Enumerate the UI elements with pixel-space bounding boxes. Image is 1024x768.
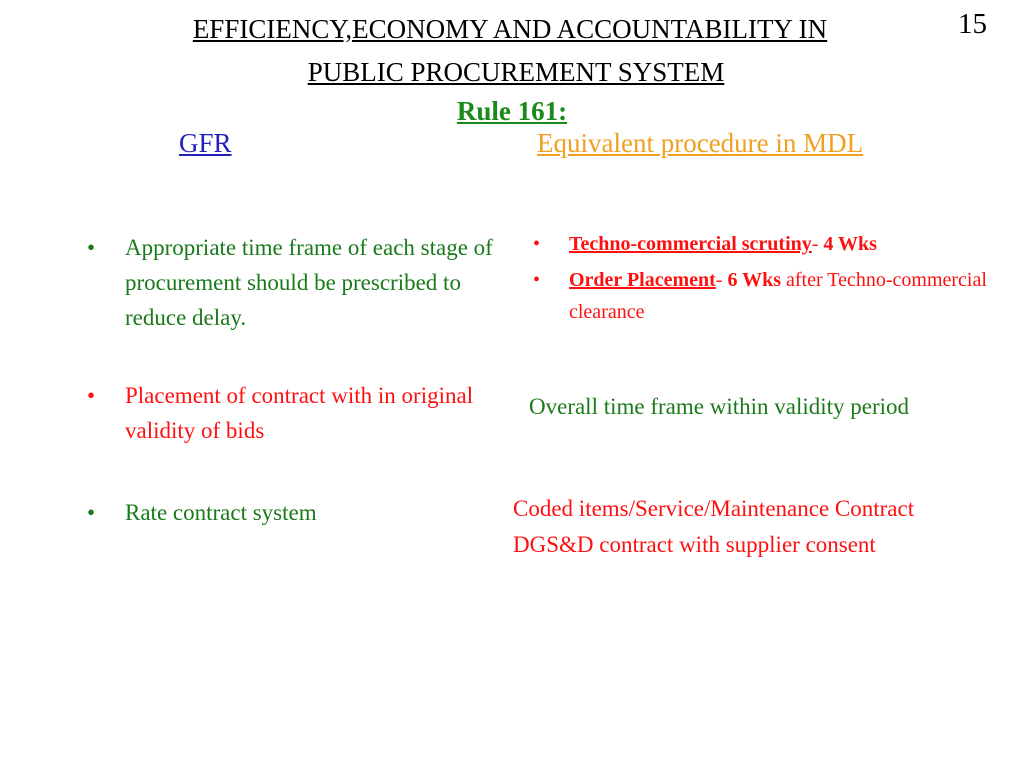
bullet-text: Appropriate time frame of each stage of procurement should be prescribed to reduce delay. <box>125 235 493 330</box>
coded-line-2: DGS&D contract with supplier consent <box>513 532 876 557</box>
step-separator: - <box>715 269 728 291</box>
slide-title-line-1 <box>0 12 1022 46</box>
step-rest: after Techno-commercial clearance <box>569 269 987 323</box>
slide-number: 15 <box>958 8 987 40</box>
gfr-heading: GFR <box>179 128 232 158</box>
bullet-marker: • <box>87 500 96 525</box>
bullet-marker: • <box>533 269 541 291</box>
slide-title-line-2 <box>4 55 1024 89</box>
mdl-heading: Equivalent procedure in MDL <box>537 128 864 158</box>
bullet-text <box>569 264 1013 328</box>
bullet-text: Placement of contract with in original validity of bids <box>125 383 474 443</box>
overall-time-frame-text: Overall time frame within validity period <box>529 394 910 419</box>
coded-line-1: Coded items/Service/Maintenance Contract <box>513 496 915 521</box>
rule-heading: Rule 161: <box>456 96 568 126</box>
bullet-text: Rate contract system <box>125 500 317 525</box>
step-label: Techno-commercial scrutiny <box>569 233 812 255</box>
step-duration: 4 Wks <box>823 233 877 255</box>
bullet-marker: • <box>87 235 96 260</box>
title-text-1: EFFICIENCY,ECONOMY AND ACCOUNTABILITY IN <box>192 14 828 44</box>
bullet-marker: • <box>87 383 96 408</box>
bullet-text <box>569 228 877 260</box>
step-label: Order Placement <box>569 269 716 291</box>
step-separator: - <box>811 233 824 255</box>
step-duration: 6 Wks <box>727 269 782 291</box>
title-text-2: PUBLIC PROCUREMENT SYSTEM <box>307 57 725 87</box>
bullet-marker: • <box>533 233 541 255</box>
coded-items-note <box>513 491 914 563</box>
